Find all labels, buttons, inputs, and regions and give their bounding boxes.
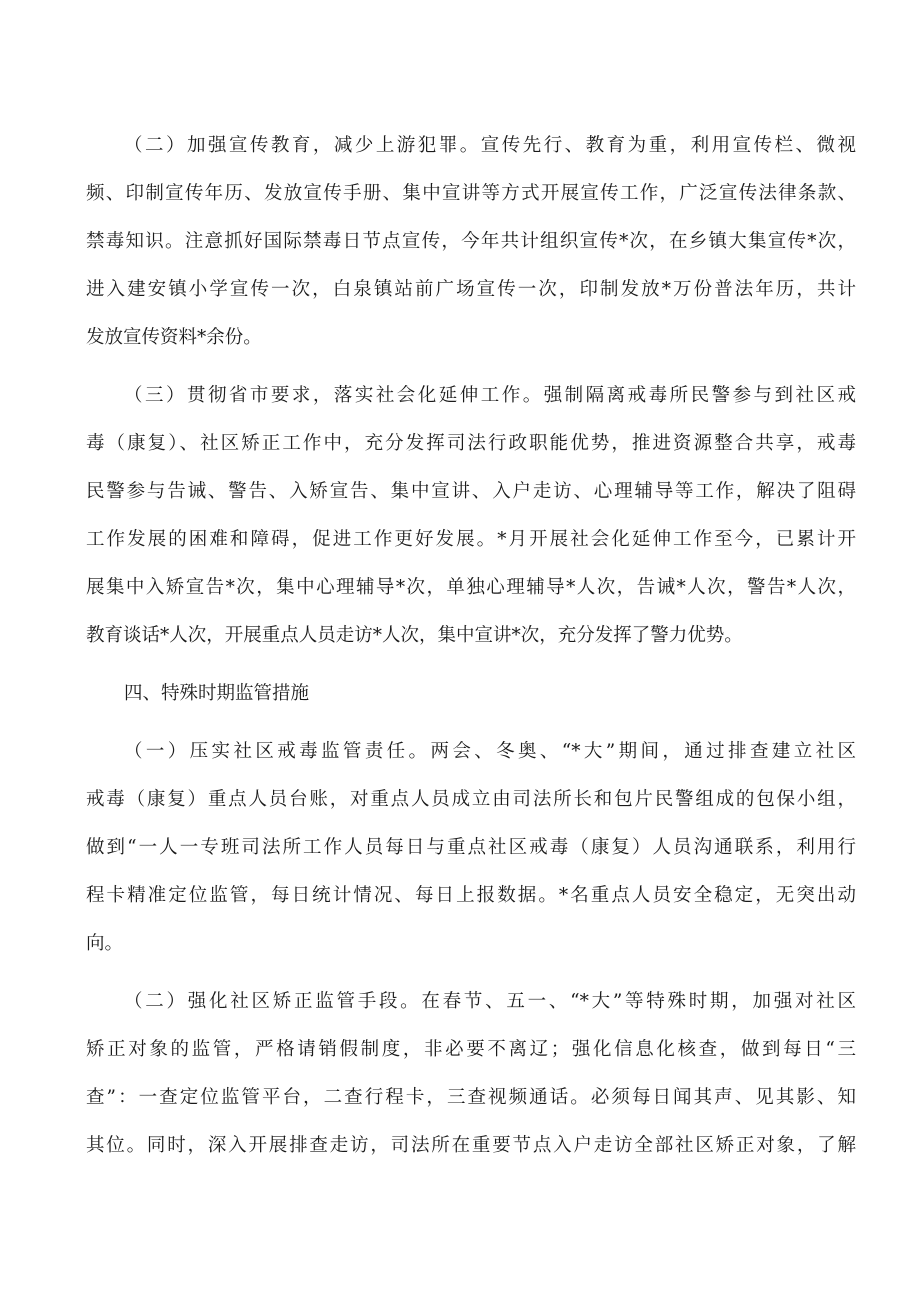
paragraph-line: 进入建安镇小学宣传一次，白泉镇站前广场宣传一次，印制发放*万份普法年历，共计 (86, 279, 856, 300)
section-heading: 四、特殊时期监管措施 (124, 683, 310, 704)
paragraph-line: （二）强化社区矫正监管手段。在春节、五一、“*大”等特殊时期，加强对社区 (124, 991, 856, 1012)
paragraph-line: 发放宣传资料*余份。 (86, 327, 262, 348)
paragraph-line: （二）加强宣传教育，减少上游犯罪。宣传先行、教育为重，利用宣传栏、微视 (124, 135, 856, 156)
paragraph-line: （三）贯彻省市要求，落实社会化延伸工作。强制隔离戒毒所民警参与到社区戒 (124, 385, 856, 406)
paragraph-line: 矫正对象的监管，严格请销假制度，非必要不离辽；强化信息化核查，做到每日“三 (86, 1039, 856, 1060)
paragraph-line: 其位。同时，深入开展排查走访，司法所在重要节点入户走访全部社区矫正对象，了解 (86, 1135, 856, 1156)
paragraph-line: 教育谈话*人次，开展重点人员走访*人次，集中宣讲*次，充分发挥了警力优势。 (86, 625, 743, 646)
paragraph-line: 查”：一查定位监管平台，二查行程卡，三查视频通话。必须每日闻其声、见其影、知 (86, 1087, 856, 1108)
paragraph-line: 戒毒（康复）重点人员台账，对重点人员成立由司法所长和包片民警组成的包保小组， (86, 789, 856, 810)
paragraph-line: 做到“一人一专班司法所工作人员每日与重点社区戒毒（康复）人员沟通联系，利用行 (86, 837, 856, 858)
paragraph-line: （一）压实社区戒毒监管责任。两会、冬奥、“*大”期间，通过排查建立社区 (124, 741, 856, 762)
paragraph-line: 禁毒知识。注意抓好国际禁毒日节点宣传，今年共计组织宣传*次，在乡镇大集宣传*次， (86, 231, 856, 252)
paragraph-line: 程卡精准定位监管，每日统计情况、每日上报数据。*名重点人员安全稳定，无突出动 (86, 885, 856, 906)
paragraph-line: 工作发展的困难和障碍，促进工作更好发展。*月开展社会化延伸工作至今，已累计开 (86, 529, 856, 550)
paragraph-line: 向。 (86, 933, 124, 954)
paragraph-line: 频、印制宣传年历、发放宣传手册、集中宣讲等方式开展宣传工作，广泛宣传法律条款、 (86, 183, 856, 204)
paragraph-line: 毒（康复）、社区矫正工作中，充分发挥司法行政职能优势，推进资源整合共享，戒毒 (86, 433, 856, 454)
paragraph-line: 展集中入矫宣告*次，集中心理辅导*次，单独心理辅导*人次，告诫*人次，警告*人次， (86, 577, 856, 598)
paragraph-line: 民警参与告诫、警告、入矫宣告、集中宣讲、入户走访、心理辅导等工作，解决了阻碍 (86, 481, 856, 502)
